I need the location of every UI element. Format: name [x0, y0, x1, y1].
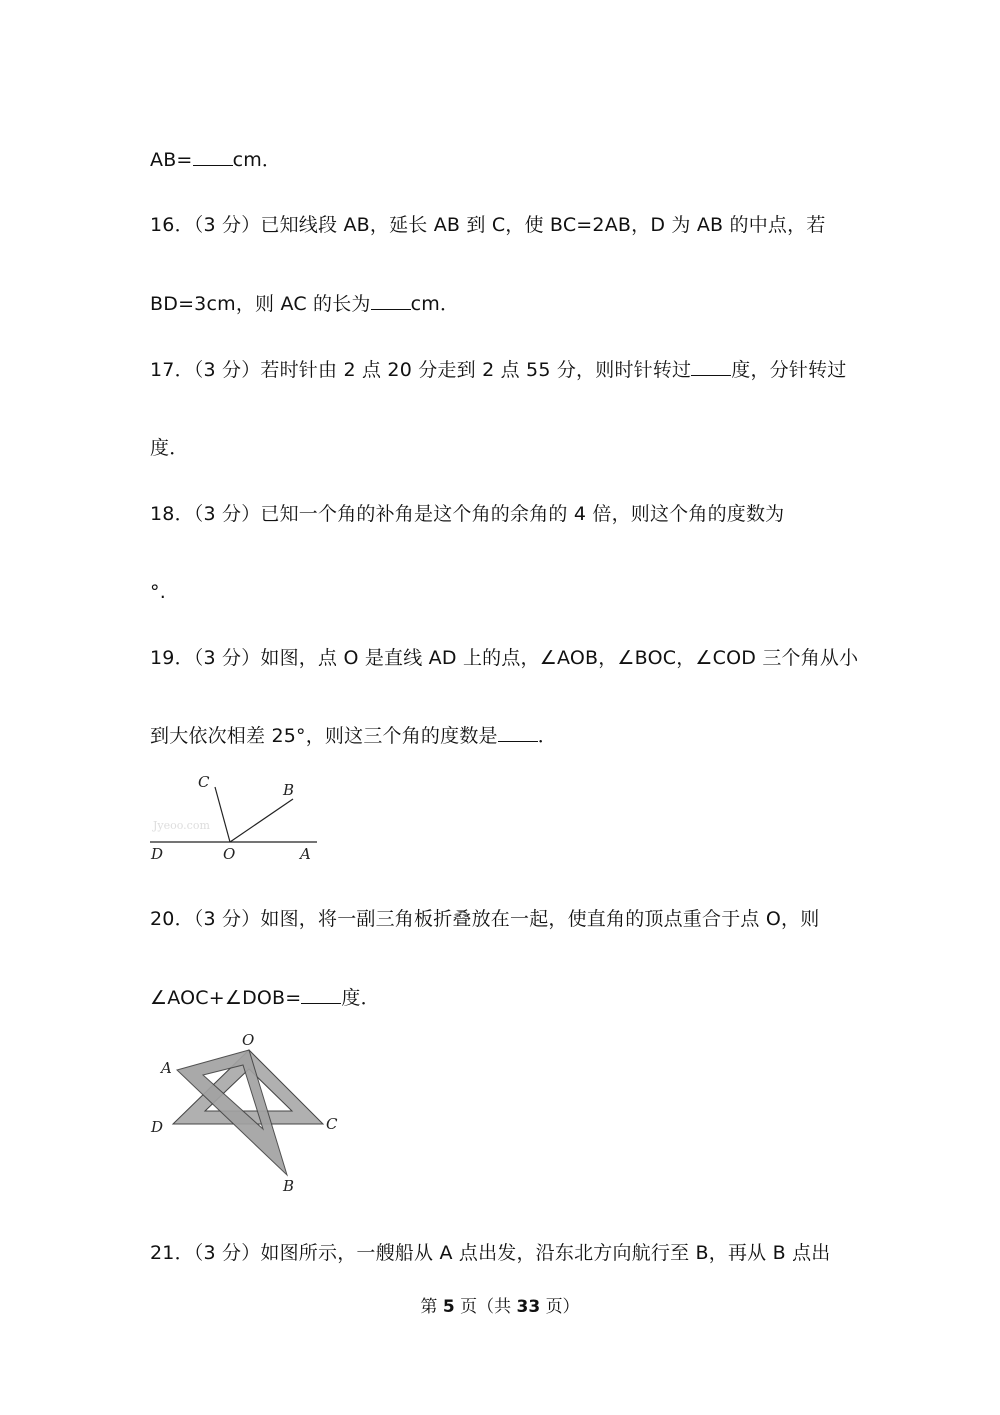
q19-label-A: A — [300, 845, 311, 863]
q20-line2 — [150, 985, 380, 1011]
q15-text-before: AB= — [150, 149, 193, 171]
q19-label-O: O — [223, 845, 236, 863]
q20-label-O: O — [242, 1031, 255, 1049]
footer-total-pages: 33 — [516, 1297, 541, 1317]
q20-text-before: ∠AOC+∠DOB= — [150, 987, 302, 1009]
q20-label-C: C — [326, 1115, 338, 1133]
q15-blank — [193, 147, 233, 166]
q20-label-B: B — [283, 1177, 295, 1195]
q18-line2: °. — [150, 581, 166, 603]
q19-figure — [145, 765, 325, 865]
q19-blank — [498, 723, 538, 742]
q17-line2: 度． — [150, 437, 189, 459]
footer-prefix: 第 — [420, 1297, 438, 1317]
q17-text-before: 17．（3 分）若时针由 2 点 20 分走到 2 点 55 分，则时针转过 — [150, 359, 692, 381]
footer-suffix: 页） — [545, 1297, 580, 1317]
q20-text-after: 度． — [341, 987, 380, 1009]
q18-line1: 18．（3 分）已知一个角的补角是这个角的余角的 4 倍，则这个角的度数为 — [150, 503, 785, 525]
q19-text-after: ． — [537, 725, 557, 747]
q19-label-D: D — [151, 845, 164, 863]
q15-text-after: cm． — [232, 149, 282, 171]
q17-line1 — [150, 357, 846, 383]
q17-blank-1 — [691, 357, 731, 376]
q19-line1: 19．（3 分）如图，点 O 是直线 AD 上的点，∠AOB，∠BOC，∠COD 三个角从小 — [150, 647, 859, 669]
q19-watermark: Jyeoo.com — [153, 819, 210, 832]
q16-line1: 16．（3 分）已知线段 AB，延长 AB 到 C，使 BC=2AB，D 为 AB 的中点，若 — [150, 214, 826, 236]
q20-line1: 20．（3 分）如图，将一副三角板折叠放在一起，使直角的顶点重合于点 O，则 — [150, 908, 820, 930]
q20-label-A: A — [161, 1059, 172, 1077]
q17-text-after: 度，分针转过 — [731, 359, 847, 381]
q20-figure — [145, 1025, 355, 1200]
q19-ray-OC — [215, 787, 230, 842]
q21-line1: 21．（3 分）如图所示，一艘船从 A 点出发，沿东北方向航行至 B，再从 B 点出 — [150, 1242, 831, 1264]
q16-text-after: cm． — [410, 293, 460, 315]
q20-label-D: D — [151, 1118, 164, 1136]
q16-text-before: BD=3cm，则 AC 的长为 — [150, 293, 371, 315]
q16-line2 — [150, 291, 459, 317]
q19-label-B: B — [283, 781, 295, 799]
footer-page-number: 5 — [442, 1297, 455, 1317]
q19-label-C: C — [198, 773, 210, 791]
q19-text-before: 到大依次相差 25°，则这三个角的度数是 — [150, 725, 498, 747]
page-footer — [0, 1296, 1000, 1318]
q16-blank — [371, 291, 411, 310]
q15-answer-line — [150, 147, 281, 173]
q19-line2 — [150, 723, 557, 749]
q19-ray-OB — [230, 799, 293, 842]
footer-middle: 页（共 — [460, 1297, 512, 1317]
q20-blank — [301, 985, 341, 1004]
